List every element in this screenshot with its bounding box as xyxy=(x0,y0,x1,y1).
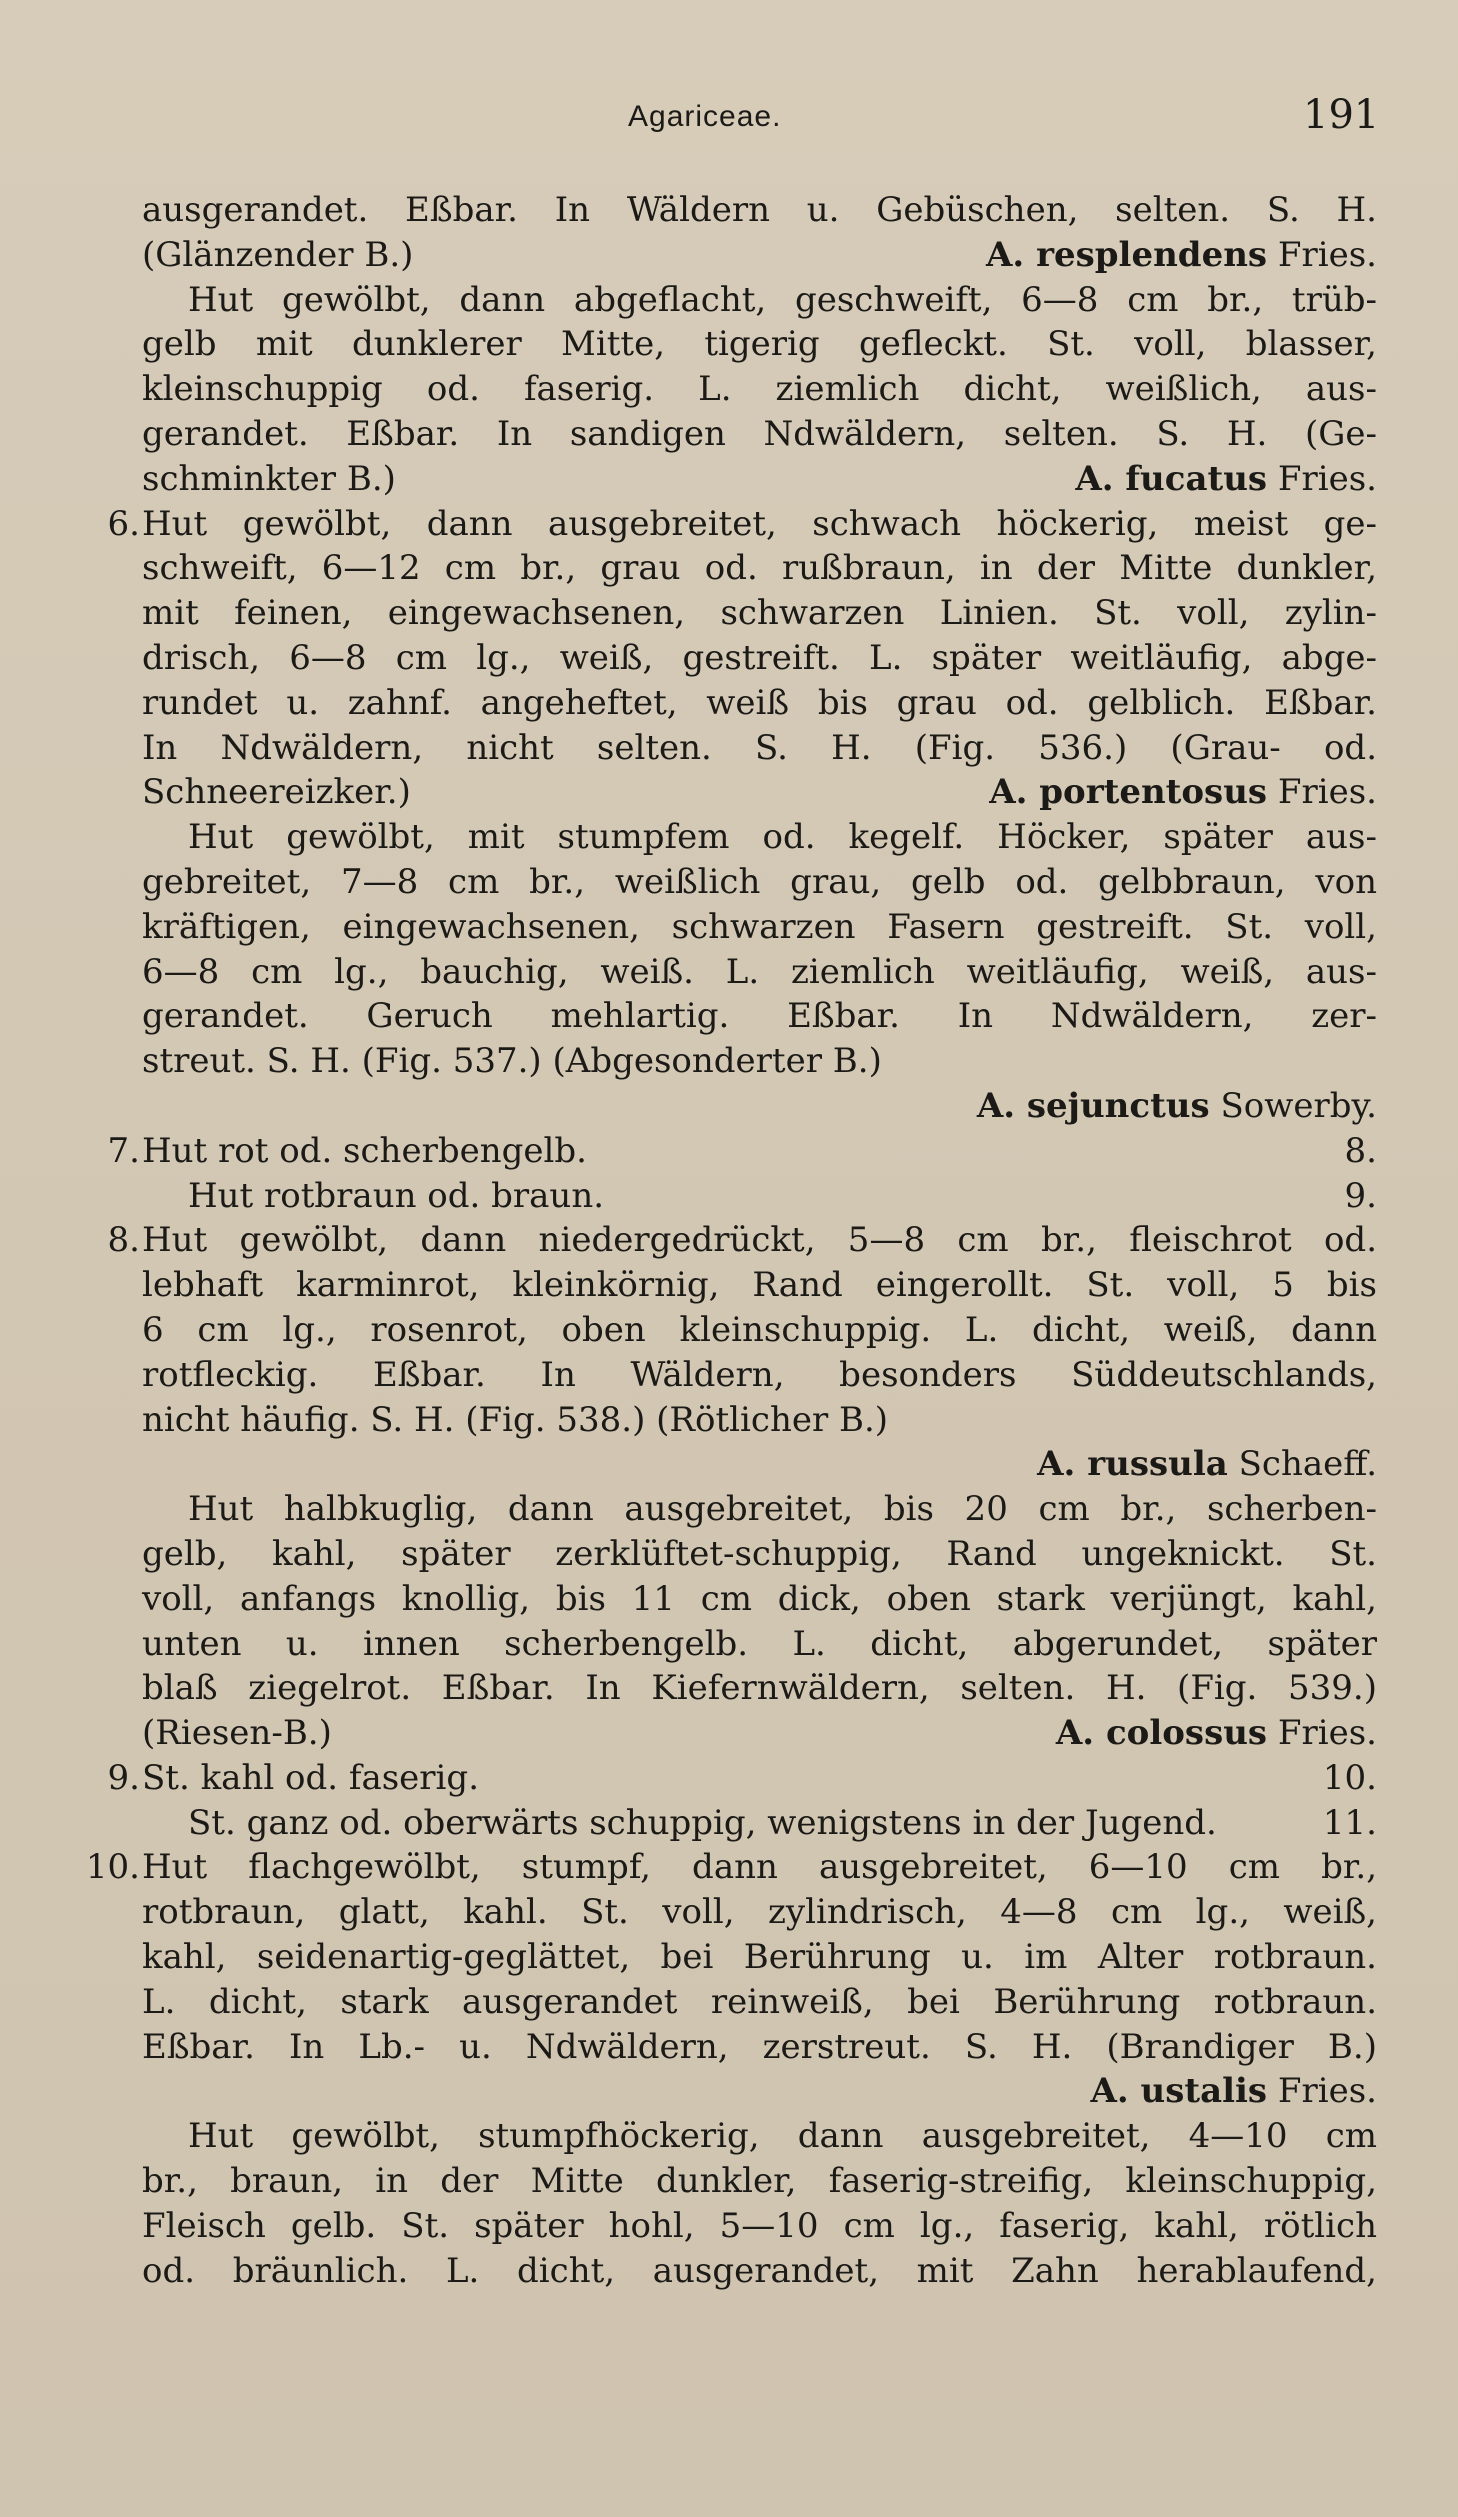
running-head: Agariceae. xyxy=(628,100,782,133)
line-text: St. kahl od. faserig. xyxy=(142,1757,479,1798)
line-text: Eßbar. In Lb.- u. Ndwäldern, zerstreut. S. H. (Brandiger B.) xyxy=(142,2026,1377,2067)
line-text: ausgerandet. Eßbar. In Wäldern u. Gebüschen, selten. S. H. xyxy=(142,190,1377,230)
species-author: Fries. xyxy=(1277,2071,1377,2112)
text-line xyxy=(0,1532,1458,1577)
line-text: 6—8 cm lg., bauchig, weiß. L. ziemlich weitläufig, weiß, aus- xyxy=(142,951,1377,992)
line-text: Hut rot od. scherbengelb. xyxy=(142,1130,587,1171)
body-text xyxy=(0,188,1458,2293)
text-line xyxy=(0,2204,1458,2249)
line-text: Hut gewölbt, dann ausgebreitet, schwach höckerig, meist ge- xyxy=(142,503,1377,544)
line-text: (Riesen-B.) xyxy=(142,1713,332,1754)
line-text: Hut gewölbt, dann niedergedrückt, 5—8 cm br., fleischrot od. xyxy=(142,1220,1377,1261)
page-number: 191 xyxy=(1303,92,1380,138)
line-text: Hut gewölbt, dann abgeflacht, geschweift, 6—8 cm br., trüb- xyxy=(188,279,1377,320)
text-line xyxy=(0,1622,1458,1667)
text-line xyxy=(0,636,1458,681)
text-line xyxy=(0,188,1458,233)
text-line xyxy=(0,1801,1458,1846)
line-text: kahl, seidenartig-geglättet, bei Berührung u. im Alter rotbraun. xyxy=(142,1937,1377,1978)
text-line xyxy=(0,1039,1458,1084)
line-text: lebhaft karminrot, kleinkörnig, Rand eingerollt. St. voll, 5 bis xyxy=(142,1265,1377,1306)
text-line xyxy=(0,1577,1458,1622)
line-text: mit feinen, eingewachsenen, schwarzen Linien. St. voll, zylin- xyxy=(142,593,1377,634)
text-line xyxy=(0,278,1458,323)
line-text: Hut rotbraun od. braun. xyxy=(188,1175,605,1216)
species-author: Fries. xyxy=(1277,458,1377,499)
text-line xyxy=(0,1487,1458,1532)
species-name xyxy=(1037,1442,1377,1487)
text-line xyxy=(0,770,1458,815)
text-line xyxy=(0,860,1458,905)
species-name xyxy=(977,1084,1377,1129)
text-line xyxy=(0,1845,1458,1890)
line-text: od. bräunlich. L. dicht, ausgerandet, mit Zahn herablaufend, xyxy=(142,2250,1377,2291)
text-line xyxy=(0,1890,1458,1935)
line-text: rotfleckig. Eßbar. In Wäldern, besonders Süddeutschlands, xyxy=(142,1354,1377,1395)
text-line xyxy=(0,994,1458,1039)
text-line xyxy=(0,233,1458,278)
text-line xyxy=(0,2025,1458,2070)
key-reference: 10. xyxy=(1322,1757,1377,1798)
text-line xyxy=(0,726,1458,771)
species-name xyxy=(986,233,1377,278)
species-author: Fries. xyxy=(1277,772,1377,813)
text-line xyxy=(0,502,1458,547)
species-binomial: A. portentosus xyxy=(989,772,1268,813)
species-name xyxy=(1075,457,1377,502)
text-line xyxy=(0,2159,1458,2204)
text-line xyxy=(0,1442,1458,1487)
text-line xyxy=(0,322,1458,367)
species-author: Fries. xyxy=(1277,1713,1377,1754)
line-text: streut. S. H. (Fig. 537.) (Abgesonderter B.) xyxy=(142,1041,882,1082)
text-line xyxy=(0,1308,1458,1353)
key-number: 10. xyxy=(85,1847,140,1888)
line-text: (Glänzender B.) xyxy=(142,234,414,275)
species-name xyxy=(1090,2069,1377,2114)
text-line xyxy=(0,1711,1458,1756)
key-number: 8. xyxy=(107,1220,140,1261)
line-text: schweift, 6—12 cm br., grau od. rußbraun, in der Mitte dunkler, xyxy=(142,548,1377,589)
line-text: St. ganz od. oberwärts schuppig, wenigstens in der Jugend. xyxy=(188,1802,1217,1843)
text-line xyxy=(0,1084,1458,1129)
species-author: Sowerby. xyxy=(1220,1085,1377,1126)
line-text: Hut gewölbt, mit stumpfem od. kegelf. Höcker, später aus- xyxy=(188,817,1377,858)
text-line xyxy=(0,1398,1458,1443)
species-name xyxy=(989,770,1377,815)
text-line xyxy=(0,681,1458,726)
species-binomial: A. russula xyxy=(1037,1444,1228,1485)
line-text: kräftigen, eingewachsenen, schwarzen Fasern gestreift. St. voll, xyxy=(142,906,1377,947)
line-text: 6 cm lg., rosenrot, oben kleinschuppig. L. dicht, weiß, dann xyxy=(142,1309,1377,1350)
text-line xyxy=(0,2249,1458,2294)
species-author: Schaeff. xyxy=(1238,1444,1377,1485)
text-line xyxy=(0,2069,1458,2114)
line-text: Hut halbkuglig, dann ausgebreitet, bis 20 cm br., scherben- xyxy=(188,1489,1377,1530)
text-line xyxy=(0,367,1458,412)
line-text: schminkter B.) xyxy=(142,458,396,499)
line-text: Hut flachgewölbt, stumpf, dann ausgebreitet, 6—10 cm br., xyxy=(142,1847,1377,1888)
line-text: voll, anfangs knollig, bis 11 cm dick, oben stark verjüngt, kahl, xyxy=(142,1578,1377,1619)
text-line xyxy=(0,815,1458,860)
key-number: 9. xyxy=(107,1757,140,1798)
key-reference: 11. xyxy=(1322,1802,1377,1843)
text-line xyxy=(0,2114,1458,2159)
line-text: In Ndwäldern, nicht selten. S. H. (Fig. 536.) (Grau- od. xyxy=(142,727,1377,768)
page-header xyxy=(0,92,1458,142)
text-line xyxy=(0,546,1458,591)
text-line xyxy=(0,1666,1458,1711)
text-line xyxy=(0,457,1458,502)
line-text: Hut gewölbt, stumpfhöckerig, dann ausgebreitet, 4—10 cm xyxy=(188,2116,1377,2157)
text-line xyxy=(0,412,1458,457)
text-line xyxy=(0,1129,1458,1174)
text-line xyxy=(0,950,1458,995)
line-text: gerandet. Geruch mehlartig. Eßbar. In Ndwäldern, zer- xyxy=(142,996,1377,1037)
text-line xyxy=(0,1263,1458,1308)
species-name xyxy=(1056,1711,1377,1756)
line-text: kleinschuppig od. faserig. L. ziemlich dicht, weißlich, aus- xyxy=(142,369,1377,410)
text-line xyxy=(0,591,1458,636)
species-binomial: A. fucatus xyxy=(1075,458,1268,499)
line-text: drisch, 6—8 cm lg., weiß, gestreift. L. später weitläufig, abge- xyxy=(142,637,1377,678)
line-text: nicht häufig. S. H. (Fig. 538.) (Rötlicher B.) xyxy=(142,1399,889,1440)
text-line xyxy=(0,1353,1458,1398)
key-number: 6. xyxy=(107,503,140,544)
line-text: gerandet. Eßbar. In sandigen Ndwäldern, selten. S. H. (Ge- xyxy=(142,413,1377,454)
line-text: gebreitet, 7—8 cm br., weißlich grau, gelb od. gelbbraun, von xyxy=(142,861,1377,902)
line-text: rundet u. zahnf. angeheftet, weiß bis grau od. gelblich. Eßbar. xyxy=(142,682,1377,723)
species-binomial: A. colossus xyxy=(1055,1713,1268,1754)
line-text: rotbraun, glatt, kahl. St. voll, zylindrisch, 4—8 cm lg., weiß, xyxy=(142,1892,1377,1933)
line-text: Schneereizker.) xyxy=(142,772,411,813)
key-number: 7. xyxy=(107,1130,140,1171)
key-reference: 9. xyxy=(1344,1175,1377,1216)
species-binomial: A. resplendens xyxy=(986,234,1268,275)
text-line xyxy=(0,1174,1458,1219)
line-text: unten u. innen scherbengelb. L. dicht, abgerundet, später xyxy=(142,1623,1377,1664)
text-line xyxy=(0,1756,1458,1801)
line-text: gelb mit dunklerer Mitte, tigerig gefleckt. St. voll, blasser, xyxy=(142,324,1377,365)
species-binomial: A. ustalis xyxy=(1090,2071,1268,2112)
text-line xyxy=(0,905,1458,950)
text-line xyxy=(0,1980,1458,2025)
line-text: gelb, kahl, später zerklüftet-schuppig, Rand ungeknickt. St. xyxy=(142,1533,1377,1574)
species-author: Fries. xyxy=(1277,234,1377,275)
key-reference: 8. xyxy=(1344,1130,1377,1171)
line-text: Fleisch gelb. St. später hohl, 5—10 cm lg., faserig, kahl, rötlich xyxy=(142,2205,1377,2246)
text-line xyxy=(0,1935,1458,1980)
species-binomial: A. sejunctus xyxy=(976,1085,1210,1126)
text-line xyxy=(0,1218,1458,1263)
line-text: blaß ziegelrot. Eßbar. In Kiefernwäldern, selten. H. (Fig. 539.) xyxy=(142,1668,1377,1709)
line-text: br., braun, in der Mitte dunkler, faserig-streifig, kleinschuppig, xyxy=(142,2161,1377,2202)
line-text: L. dicht, stark ausgerandet reinweiß, bei Berührung rotbraun. xyxy=(142,1981,1377,2022)
